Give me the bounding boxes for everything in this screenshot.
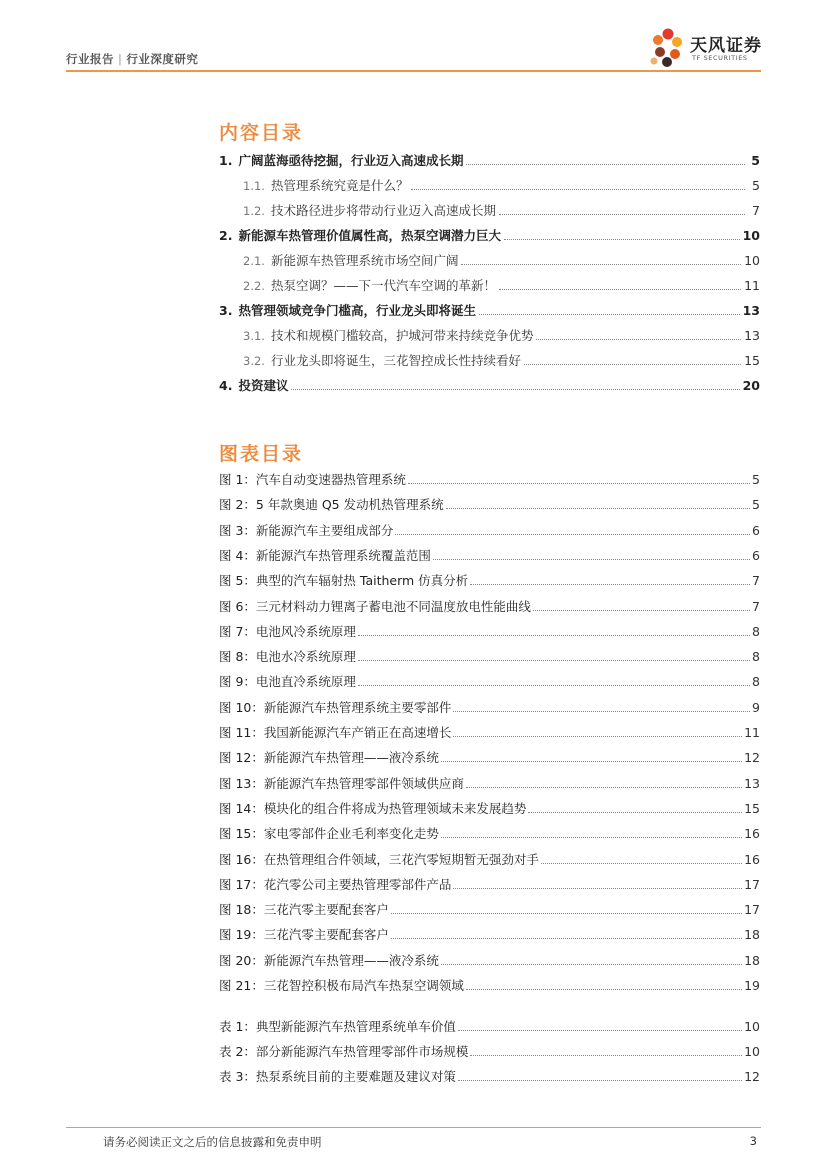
toc-entry-page: 5 [751, 153, 760, 168]
figure-entry-page: 6 [752, 522, 760, 538]
dot-leader [433, 558, 750, 560]
figure-entry-title: 图 17：花汽零公司主要热管理零部件产品 [219, 876, 452, 892]
toc-entry[interactable] [219, 376, 760, 394]
dot-leader [466, 988, 742, 990]
figure-entry[interactable] [219, 521, 760, 539]
dot-leader [358, 684, 750, 686]
toc-entry-title: 热泵空调？——下一代汽车空调的革新！ [270, 278, 496, 293]
figure-entry-title: 图 7：电池风冷系统原理 [219, 623, 356, 639]
dot-leader [291, 388, 739, 390]
figure-entry-page: 12 [744, 750, 760, 766]
dot-leader [441, 963, 742, 965]
dot-leader [441, 760, 742, 762]
figure-entry-page: 17 [744, 902, 760, 918]
figure-entry-page: 15 [744, 800, 760, 816]
figure-entry-title: 图 21：三花智控积极布局汽车热泵空调领域 [219, 978, 464, 993]
table-entry[interactable] [219, 1067, 760, 1085]
figure-entry[interactable] [219, 495, 760, 513]
dot-leader [391, 912, 742, 914]
dot-leader [441, 836, 742, 838]
figure-entry-page: 5 [752, 472, 760, 487]
dot-leader [358, 659, 750, 661]
toc-entry-page: 15 [744, 353, 760, 368]
figure-entry[interactable] [219, 672, 760, 690]
figure-entry-title: 图 10：新能源汽车热管理系统主要零部件 [219, 699, 452, 715]
footer-disclaimer: 请务必阅读正文之后的信息披露和免责申明 [103, 1135, 322, 1149]
figure-entry-page: 8 [752, 623, 760, 639]
dot-leader [408, 482, 750, 484]
figure-entry-page: 13 [744, 775, 760, 791]
toc-entry-page: 13 [742, 303, 760, 318]
table-entry-title: 表 3：热泵系统目前的主要难题及建议对策 [219, 1069, 456, 1084]
figure-entry-page: 9 [752, 699, 760, 715]
table-entry[interactable] [219, 1042, 760, 1060]
toc-entry[interactable] [219, 151, 760, 169]
dot-leader [499, 288, 741, 290]
dot-leader [499, 213, 745, 215]
figure-entry[interactable] [219, 571, 760, 589]
figure-entry-title: 图 15：家电零部件企业毛利率变化走势 [219, 826, 439, 842]
dot-leader [504, 238, 740, 240]
figure-entry-page: 18 [744, 952, 760, 968]
figure-entry-title: 图 2：5 年款奥迪 Q5 发动机热管理系统 [219, 497, 444, 513]
figure-entry-page: 8 [752, 649, 760, 665]
toc-entry-page: 11 [744, 278, 760, 293]
figure-entry-page: 16 [744, 826, 760, 842]
toc-entry-page: 10 [744, 253, 760, 268]
brand-subname: TF SECURITIES [692, 54, 748, 62]
toc-entry-title: 新能源车热管理价值属性高，热泵空调潜力巨大 [238, 228, 501, 243]
figure-entry-title: 图 4：新能源汽车热管理系统覆盖范围 [219, 547, 431, 563]
figure-entry[interactable] [219, 748, 760, 766]
figure-entry[interactable] [219, 723, 760, 741]
toc-entry-page: 13 [744, 328, 760, 343]
figure-entry-page: 6 [752, 547, 760, 563]
dot-leader [458, 1029, 742, 1031]
dot-leader [358, 634, 750, 636]
figures-title: 图表目录 [219, 443, 304, 465]
toc-entry-title: 技术和规模门槛较高，护城河带来持续竞争优势 [270, 328, 534, 343]
figure-entry[interactable] [219, 546, 760, 564]
figure-entry-title: 图 18：三花汽零主要配套客户 [219, 902, 389, 918]
toc-entry-page: 20 [742, 378, 760, 393]
toc-entry[interactable] [219, 176, 760, 194]
figure-entry-title: 图 9：电池直冷系统原理 [219, 674, 356, 690]
figure-entry-page: 5 [752, 497, 760, 513]
toc-entry[interactable] [219, 326, 760, 344]
toc-entry-number: 1.1. [243, 179, 265, 193]
figure-entry-page: 11 [744, 725, 760, 740]
toc-entry-title: 广阔蓝海亟待挖掘，行业迈入高速成长期 [238, 153, 464, 168]
figure-entry[interactable] [219, 597, 760, 615]
figure-entry[interactable] [219, 875, 760, 893]
page-number: 3 [749, 1134, 757, 1148]
dot-leader [453, 710, 750, 712]
toc-entry-number: 3. [219, 303, 233, 318]
figure-entry-title: 图 12：新能源汽车热管理——液冷系统 [219, 750, 439, 766]
figure-entry-title: 图 5：典型的汽车辐射热 Taitherm 仿真分析 [219, 573, 469, 589]
brand-logo [648, 25, 764, 71]
figure-entry[interactable] [219, 470, 760, 488]
toc-entry[interactable] [219, 351, 760, 369]
report-category [66, 51, 198, 67]
figure-entry[interactable] [219, 774, 760, 792]
figure-entry-title: 图 14：模块化的组合件将成为热管理领域未来发展趋势 [219, 800, 527, 816]
figure-entry[interactable] [219, 850, 760, 868]
dot-leader [446, 507, 750, 509]
dot-leader [466, 786, 742, 788]
toc-entry-title: 热管理系统究竟是什么？ [270, 178, 409, 193]
figure-entry[interactable] [219, 900, 760, 918]
figure-entry-page: 7 [752, 573, 760, 589]
toc-entry-number: 3.2. [243, 354, 265, 368]
figure-entry-title: 图 13：新能源汽车热管理零部件领域供应商 [219, 775, 464, 791]
figure-entry-page: 8 [752, 674, 760, 690]
toc-entry-number: 2.1. [243, 254, 265, 268]
toc-entry[interactable] [219, 276, 760, 294]
table-entry-page: 10 [744, 1044, 760, 1059]
figure-entry-page: 17 [744, 876, 760, 892]
dot-leader [536, 338, 741, 340]
figure-entry-title: 图 16：在热管理组合件领域，三花汽零短期暂无强劲对手 [219, 851, 539, 867]
toc-entry-page: 5 [752, 178, 760, 193]
figure-entry-title: 图 6：三元材料动力锂离子蓄电池不同温度放电性能曲线 [219, 598, 531, 614]
toc-entry-title: 热管理领域竞争门槛高，行业龙头即将诞生 [238, 303, 476, 318]
toc-entry-number: 2.2. [243, 279, 265, 293]
toc-entry-number: 2. [219, 228, 233, 243]
dot-leader [453, 735, 742, 737]
table-entry-page: 12 [744, 1069, 760, 1084]
figure-entry-page: 7 [752, 598, 760, 614]
dot-leader [541, 862, 742, 864]
dot-leader [524, 363, 741, 365]
toc-entry-number: 1.2. [243, 204, 265, 218]
header-divider [66, 70, 761, 72]
flower-logo-icon [648, 25, 688, 71]
dot-leader [528, 811, 742, 813]
figure-entry-title: 图 1：汽车自动变速器热管理系统 [219, 472, 406, 487]
dot-leader [391, 937, 742, 939]
figure-entry[interactable] [219, 799, 760, 817]
dot-leader [479, 313, 740, 315]
dot-leader [466, 163, 745, 165]
table-entry-title: 表 2：部分新能源汽车热管理零部件市场规模 [219, 1044, 469, 1059]
figure-entry-title: 图 3：新能源汽车主要组成部分 [219, 522, 394, 538]
dot-leader [458, 1079, 742, 1081]
figure-entry-title: 图 20：新能源汽车热管理——液冷系统 [219, 952, 439, 968]
toc-entry-page: 10 [742, 228, 760, 243]
toc-entry[interactable] [219, 201, 760, 219]
toc-entry[interactable] [219, 251, 760, 269]
toc-entry-title: 技术路径进步将带动行业迈入高速成长期 [270, 203, 496, 218]
toc-entry[interactable] [219, 226, 760, 244]
dot-leader [453, 887, 742, 889]
figure-entry[interactable] [219, 925, 760, 943]
dot-leader [470, 1054, 742, 1056]
figure-entry-title: 图 19：三花汽零主要配套客户 [219, 927, 389, 943]
table-entry-title: 表 1：典型新能源汽车热管理系统单车价值 [219, 1019, 456, 1034]
dot-leader [533, 609, 750, 611]
footer-divider [66, 1127, 761, 1128]
brand-name: 天风证券 [690, 36, 762, 56]
toc-title: 内容目录 [219, 122, 304, 144]
header-separator: | [118, 52, 123, 66]
toc-entry-title: 行业龙头即将诞生，三花智控成长性持续看好 [270, 353, 521, 368]
figure-entry[interactable] [219, 622, 760, 640]
figure-entry[interactable] [219, 951, 760, 969]
table-entry[interactable] [219, 1017, 760, 1035]
figure-entry[interactable] [219, 976, 760, 994]
dot-leader [395, 533, 750, 535]
toc-entry[interactable] [219, 301, 760, 319]
dot-leader [461, 263, 741, 265]
figure-entry-page: 18 [744, 927, 760, 943]
figure-entry-title: 图 8：电池水冷系统原理 [219, 649, 356, 665]
figure-entry[interactable] [219, 647, 760, 665]
toc-entry-number: 3.1. [243, 329, 265, 343]
figure-entry[interactable] [219, 698, 760, 716]
dot-leader [470, 583, 750, 585]
subcategory-label: 行业深度研究 [126, 52, 199, 66]
table-entry-page: 10 [744, 1019, 760, 1034]
toc-entry-title: 投资建议 [238, 378, 289, 393]
figure-entry-page: 16 [744, 851, 760, 867]
category-label: 行业报告 [66, 52, 114, 66]
toc-entry-page: 7 [752, 203, 760, 218]
toc-entry-title: 新能源车热管理系统市场空间广阔 [270, 253, 459, 268]
figure-entry[interactable] [219, 824, 760, 842]
figure-entry-page: 19 [744, 978, 760, 993]
dot-leader [411, 188, 745, 190]
toc-entry-number: 4. [219, 378, 233, 393]
toc-entry-number: 1. [219, 153, 233, 168]
figure-entry-title: 图 11：我国新能源汽车产销正在高速增长 [219, 725, 452, 740]
